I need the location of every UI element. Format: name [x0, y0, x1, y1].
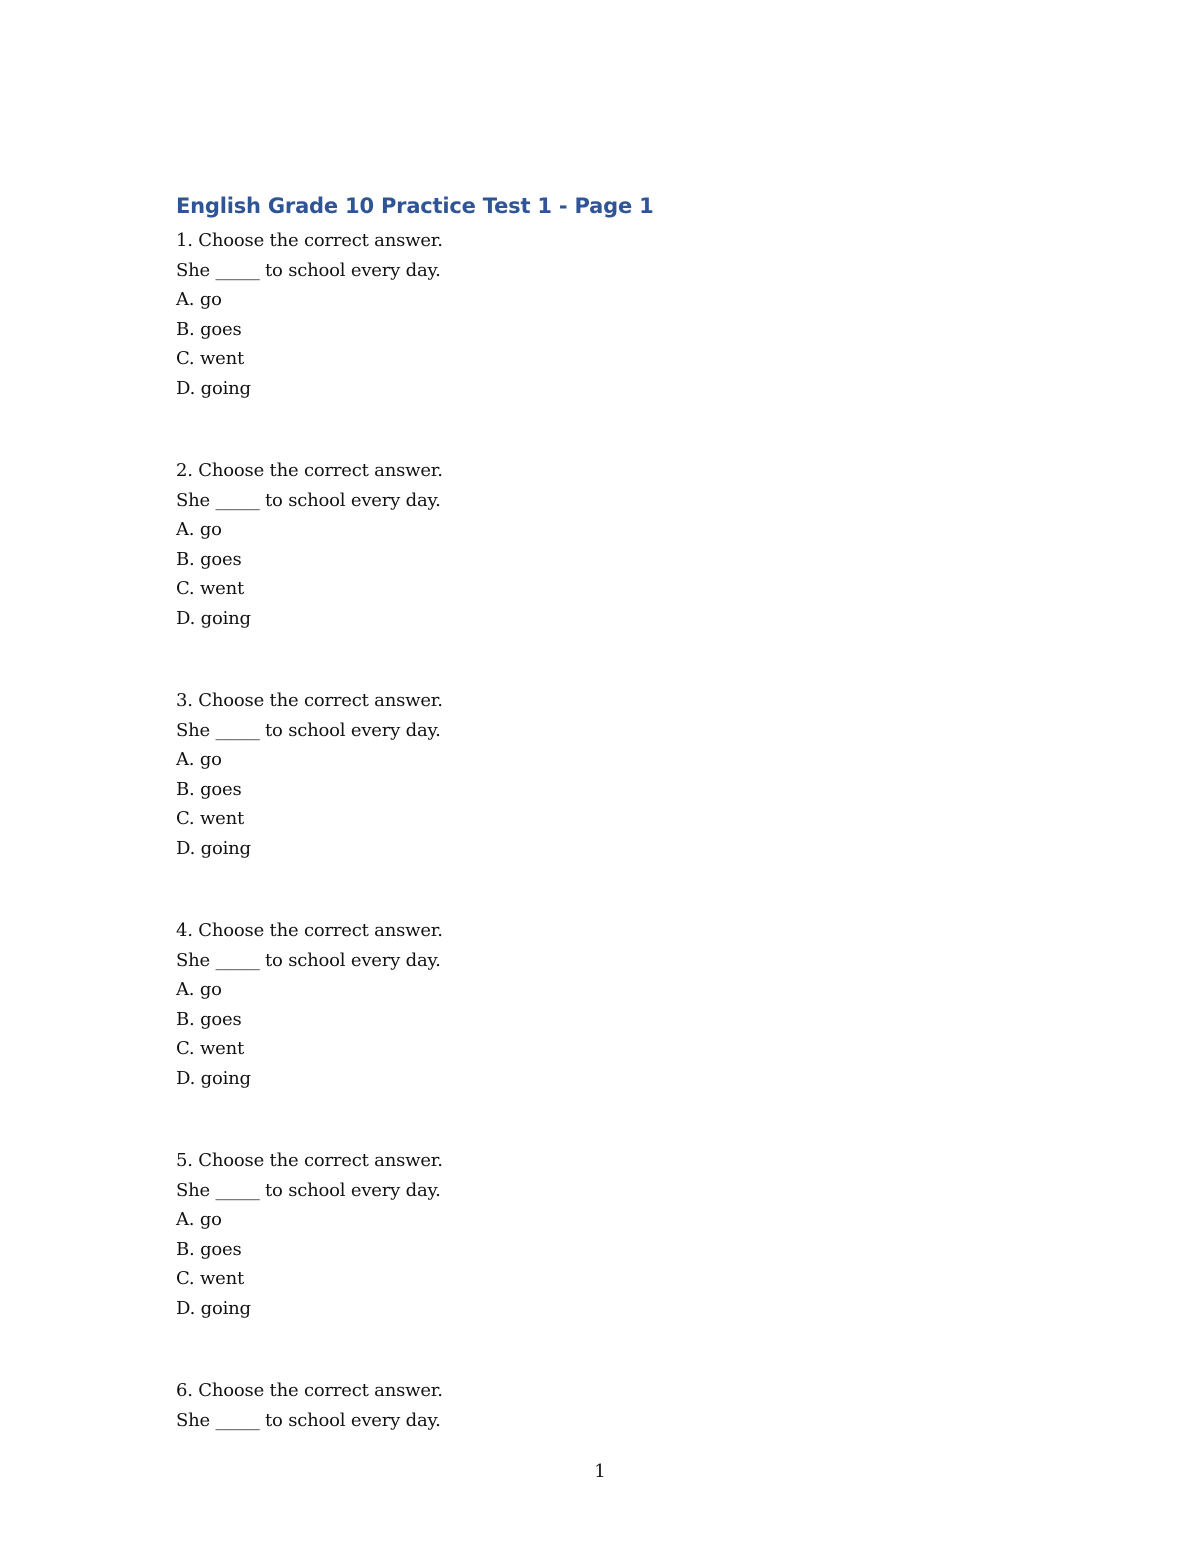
- answer-option: C. went: [176, 578, 245, 599]
- answer-option: C. went: [176, 1268, 245, 1289]
- answer-option: C. went: [176, 348, 245, 369]
- answer-option: D. going: [176, 1297, 251, 1319]
- question-block: [176, 916, 1036, 1093]
- question-block: [176, 1376, 1036, 1435]
- question-sentence: She _____ to school every day.: [176, 719, 441, 741]
- question-prompt: 2. Choose the correct answer.: [176, 460, 443, 481]
- answer-option: B. goes: [176, 318, 242, 340]
- question-block: [176, 226, 1036, 403]
- answer-option: D. going: [176, 377, 251, 399]
- question-prompt: 3. Choose the correct answer.: [176, 690, 443, 711]
- answer-option: A. go: [176, 749, 222, 770]
- question-prompt: 4. Choose the correct answer.: [176, 920, 443, 941]
- answer-option: A. go: [176, 519, 222, 540]
- answer-option: C. went: [176, 1038, 245, 1059]
- question-sentence: She _____ to school every day.: [176, 949, 441, 971]
- answer-option: B. goes: [176, 1008, 242, 1030]
- answer-option: B. goes: [176, 548, 242, 570]
- answer-option: B. goes: [176, 778, 242, 800]
- answer-option: D. going: [176, 607, 251, 629]
- question-sentence: She _____ to school every day.: [176, 259, 441, 281]
- question-prompt: 6. Choose the correct answer.: [176, 1380, 443, 1401]
- question-sentence: She _____ to school every day.: [176, 1409, 441, 1431]
- answer-option: A. go: [176, 1209, 222, 1230]
- question-prompt: 1. Choose the correct answer.: [176, 230, 443, 251]
- answer-option: D. going: [176, 837, 251, 859]
- question-block: [176, 686, 1036, 863]
- question-block: [176, 456, 1036, 633]
- page-number: 1: [594, 1461, 606, 1482]
- question-sentence: She _____ to school every day.: [176, 1179, 441, 1201]
- answer-option: A. go: [176, 979, 222, 1000]
- page-title: English Grade 10 Practice Test 1 - Page 1: [176, 194, 654, 218]
- page-content: [176, 190, 1036, 1488]
- answer-option: D. going: [176, 1067, 251, 1089]
- question-prompt: 5. Choose the correct answer.: [176, 1150, 443, 1171]
- question-list: [176, 226, 1036, 1435]
- question-sentence: She _____ to school every day.: [176, 489, 441, 511]
- answer-option: C. went: [176, 808, 245, 829]
- answer-option: A. go: [176, 289, 222, 310]
- answer-option: B. goes: [176, 1238, 242, 1260]
- question-block: [176, 1146, 1036, 1323]
